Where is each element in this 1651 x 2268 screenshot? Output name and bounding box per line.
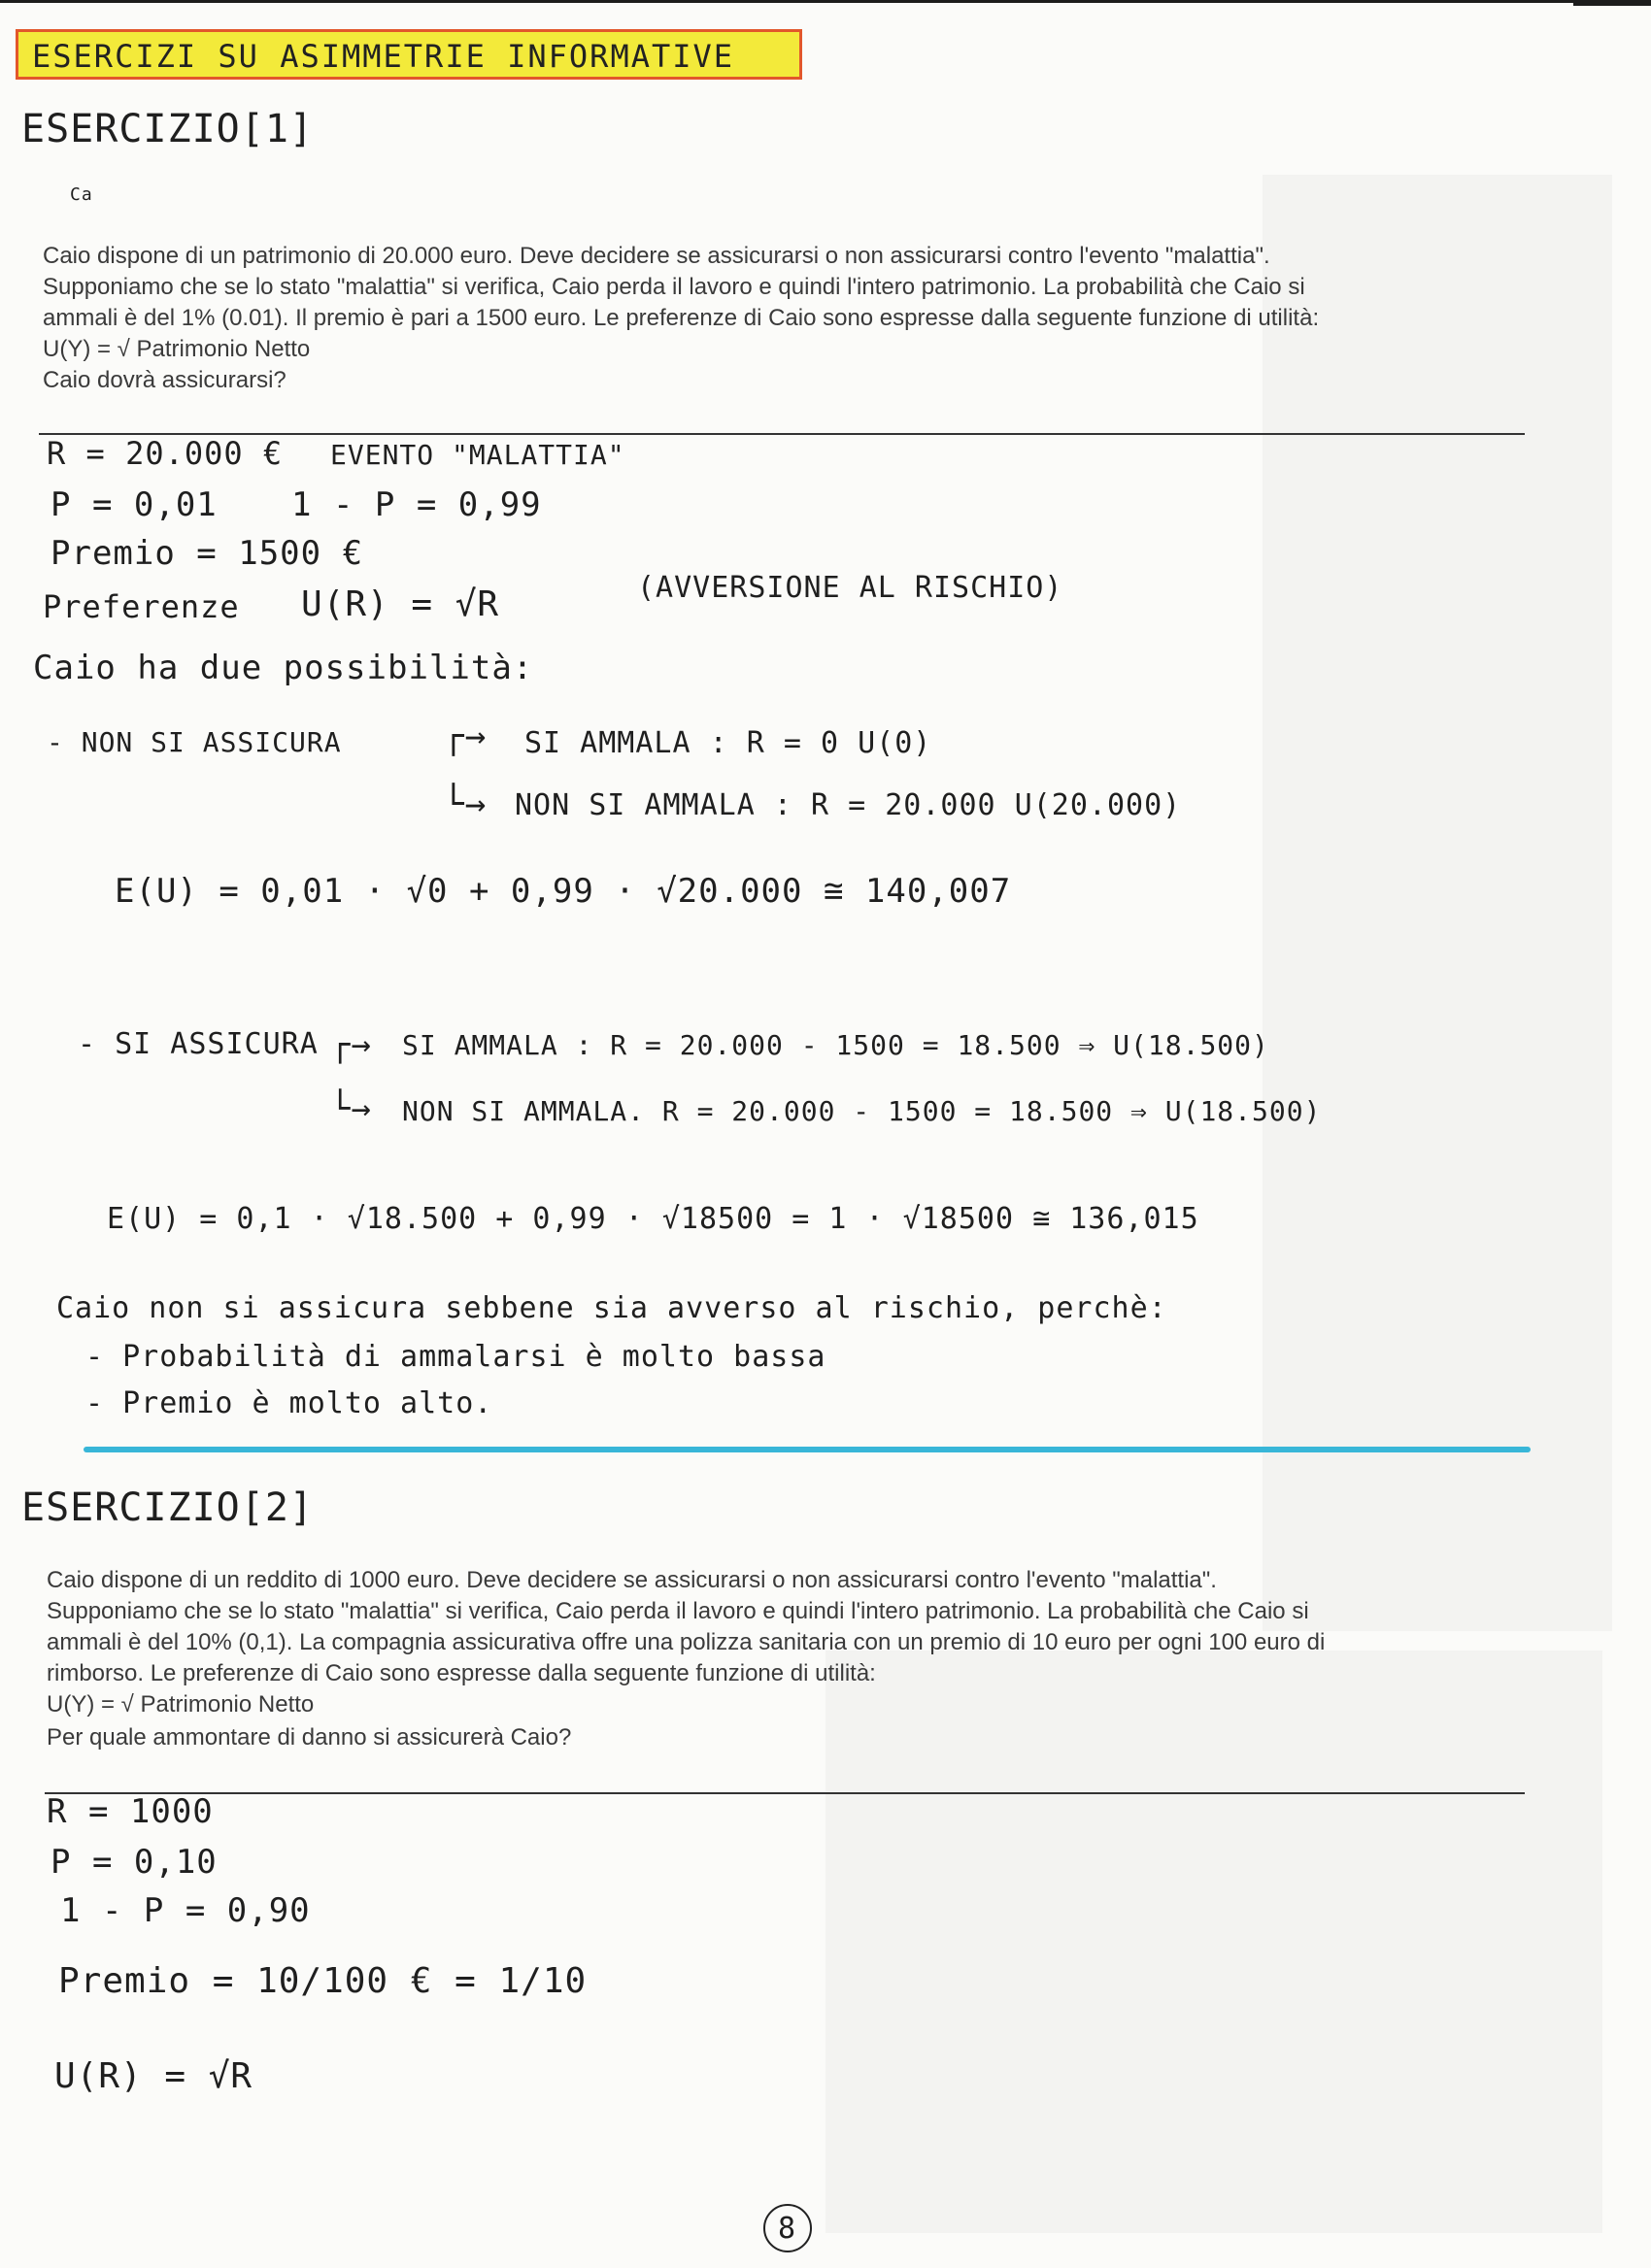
scan-edge-right (1573, 0, 1651, 6)
notes-preferenze-label: Preferenze (43, 588, 240, 625)
notes-p-value: P = 0,01 (51, 485, 218, 524)
exercise-separator (84, 1447, 1531, 1452)
ex2-premio: Premio = 10/100 € = 1/10 (58, 1961, 588, 2001)
notes-nonass-arrow: ┌→ (443, 717, 488, 756)
notes-premio: Premio = 1500 € (51, 534, 364, 573)
ex2-utility: U(R) = √R (54, 2056, 253, 2096)
page-title-highlight (16, 29, 802, 80)
page-number: 8 (778, 2212, 796, 2246)
exercise2-problem-line: ammali è del 10% (0,1). La compagnia assicurativa offre una polizza sanitaria con un premio di 10 euro per ogni 100 euro di (47, 1629, 1326, 1655)
ex2-one-minus-p: 1 - P = 0,90 (60, 1891, 311, 1930)
ex2-r-value: R = 1000 (47, 1792, 214, 1831)
notes-nonass-branch2: NON SI AMMALA : R = 20.000 U(20.000) (515, 788, 1182, 822)
notes-ass-branch2: NON SI AMMALA. R = 20.000 - 1500 = 18.500 ⇒ U(18.500) (402, 1095, 1322, 1127)
exercise1-problem-line: U(Y) = √ Patrimonio Netto (43, 336, 311, 362)
bleed-through-right (1263, 175, 1612, 1631)
bleed-through-bottom (826, 1651, 1602, 2233)
exercise2-problem-line: rimborso. Le preferenze di Caio sono espresse dalla seguente funzione di utilità: (47, 1660, 876, 1686)
exercise1-problem-line: Caio dispone di un patrimonio di 20.000 euro. Deve decidere se assicurarsi o non assicurarsi contro l'evento "malattia". (43, 243, 1270, 269)
notes-eu-nonass: E(U) = 0,01 · √0 + 0,99 · √20.000 ≅ 140,007 (115, 872, 1012, 911)
exercise2-problem-line: Per quale ammontare di danno si assicurerà Caio? (47, 1724, 572, 1751)
exercise1-annotation: Ca (70, 184, 93, 205)
page-title: ESERCIZI SU ASIMMETRIE INFORMATIVE (32, 38, 735, 75)
exercise2-problem-line: U(Y) = √ Patrimonio Netto (47, 1691, 315, 1718)
exercise2-heading: ESERCIZIO[2] (21, 1485, 314, 1530)
exercise2-problem-line: Supponiamo che se lo stato "malattia" si verifica, Caio perda il lavoro e quindi l'intero patrimonio. La probabilità che Caio si (47, 1598, 1309, 1624)
exercise2-problem-line: Caio dispone di un reddito di 1000 euro. Deve decidere se assicurarsi o non assicurarsi contro l'evento "malattia". (47, 1567, 1217, 1593)
notes-nonass-arrow: └→ (443, 784, 488, 824)
exercise1-problem-line: ammali è del 1% (0.01). Il premio è pari a 1500 euro. Le preferenze di Caio sono espresse dalla seguente funzione di utilità: (43, 305, 1320, 331)
notes-evento: EVENTO "MALATTIA" (330, 439, 625, 471)
notes-assicura: - SI ASSICURA (78, 1027, 319, 1061)
notes-r-value: R = 20.000 € (47, 435, 284, 472)
notes-eu-ass: E(U) = 0,1 · √18.500 + 0,99 · √18500 = 1 · √18500 ≅ 136,015 (107, 1202, 1199, 1236)
exercise1-heading: ESERCIZIO[1] (21, 107, 314, 151)
notes-ass-arrow: └→ (330, 1089, 372, 1128)
notes-possibilita: Caio ha due possibilità: (33, 649, 534, 687)
notes-preferenze-formula: U(R) = √R (301, 584, 500, 624)
ex2-p-value: P = 0,10 (51, 1843, 218, 1882)
notes-conclusion: Caio non si assicura sebbene sia avverso al rischio, perchè: (56, 1291, 1167, 1325)
notes-ass-branch1: SI AMMALA : R = 20.000 - 1500 = 18.500 ⇒ U(18.500) (402, 1029, 1269, 1061)
notes-reason1: - Probabilità di ammalarsi è molto bassa (85, 1340, 826, 1374)
notes-one-minus-p: 1 - P = 0,99 (291, 485, 542, 524)
exercise2-divider (45, 1792, 1525, 1794)
notes-avversione: (AVVERSIONE AL RISCHIO) (637, 571, 1063, 605)
exercise1-problem-line: Supponiamo che se lo stato "malattia" si verifica, Caio perda il lavoro e quindi l'intero patrimonio. La probabilità che Caio si (43, 274, 1305, 300)
notes-ass-arrow: ┌→ (330, 1025, 372, 1064)
notes-non-assicura: - NON SI ASSICURA (47, 726, 342, 758)
exercise1-problem-line: Caio dovrà assicurarsi? (43, 367, 286, 393)
notes-nonass-branch1: SI AMMALA : R = 0 U(0) (524, 726, 932, 760)
notes-reason2: - Premio è molto alto. (85, 1386, 493, 1420)
page-number-circle (763, 2204, 812, 2252)
scan-edge-top (0, 0, 1651, 3)
